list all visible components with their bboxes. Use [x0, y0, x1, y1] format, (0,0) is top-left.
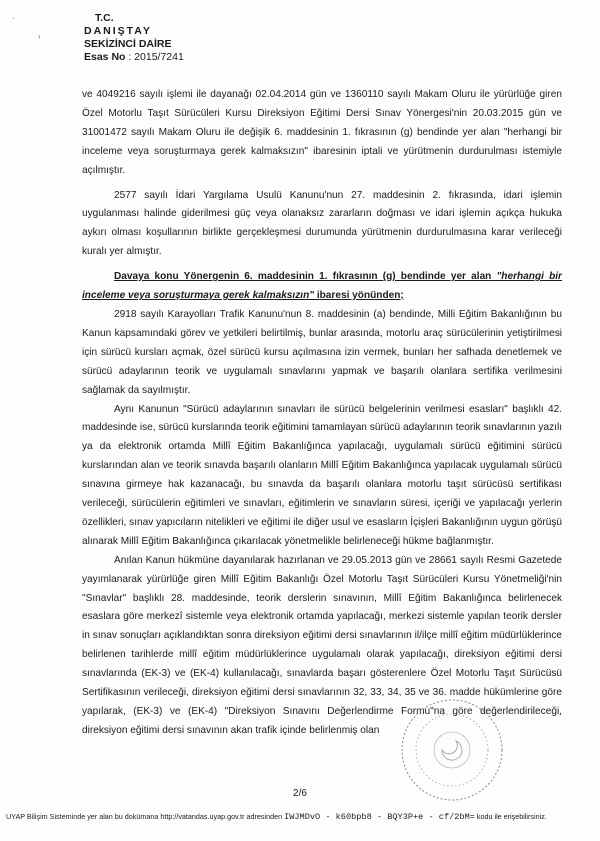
header-chamber: SEKİZİNCİ DAİRE [84, 38, 172, 50]
footer-suffix: kodu ile erişebilirsiniz. [476, 812, 547, 821]
paragraph-1: ve 4049216 sayılı işlemi ile dayanağı 02.04.2014 gün ve 1360110 sayılı Makam Oluru ile yürürlüğe giren Özel Motorlu Taşıt Sürücüleri Kursu Direksiyon Eğitimi Dersi Sınav Yönergesi'nin 20.03.2015 gün ve 31001472 sayılı Makam Oluru ile değişik 6. maddesinin 1. fıkrasının (g) bendinde yer alan "herhangi bir inceleme veya soruşturmaya gerek kalmaksızın" ibaresinin iptali ve yürütmenin durdurulması istemiyle açılmıştır. [82, 89, 562, 176]
heading-part-3: ibaresi yönünden; [314, 290, 404, 302]
uyap-footer [6, 812, 596, 822]
esas-label: Esas No [84, 51, 126, 63]
esas-value: : 2015/7241 [128, 51, 184, 63]
scan-mark: · [12, 14, 15, 23]
document-header [84, 12, 184, 64]
heading-part-2: "herhangi bir inceleme veya soruşturmaya gerek kalmaksızın" [82, 271, 562, 302]
header-institution: DANIŞTAY [84, 25, 152, 37]
header-esas [84, 51, 184, 64]
page-number: 2/6 [293, 788, 307, 799]
paragraph-5: Anılan Kanun hükmüne dayanılarak hazırlanan ve 29.05.2013 gün ve 28661 sayılı Resmi Gazetede yayımlanarak yürürlüğe giren Millî Eğitim Bakanlığı Özel Motorlu Taşıt Sürücüleri Kursu Yönetmeliği'nin "Sınavlar" başlıklı 28. maddesinde, teorik derslerin sınavının, Millî Eğitim Bakanlığınca belirlenecek esaslara göre merkezî sistemle veya elektronik ortamda yapılacağı, merkezi sistemle yapılan teorik dersler in sınav sonuçları açıklandıktan sonra direksiyon eğitimi dersi sınavlarının il/ilçe millî eğitim müdürlüklerince belirlenen tarihlerde millî eğitim müdürlüklerince uygulamalı olarak yapılacağı, direksiyon eğitimi dersi sınavlarında (EK-3) ve (EK-4) kullanılacağı, sınavlarda başarı gösterenlere Özel Motorlu Taşıt Sürücüsü Sertifikasının verileceği, direksiyon eğitimi dersi sınavlarının 32, 33, 34, 35 ve 36. madde hükümlerine göre yapılarak, (EK-3) ve (EK-4) "Direksiyon Sınavını Değerlendirme Formu"na göre değerlendirileceği, direksiyon eğitimi dersi sınavının akan trafik içinde belirlenmiş olan [82, 554, 562, 736]
header-tc: T.C. [95, 12, 114, 24]
document-body [82, 86, 562, 741]
section-heading [82, 268, 562, 306]
footer-prefix: UYAP Bilişim Sisteminde yer alan bu dokümana http://vatandas.uyap.gov.tr adresinden [6, 812, 283, 821]
paragraph-4: Aynı Kanunun "Sürücü adaylarının sınavları ile sürücü belgelerinin verilmesi esasları" başlıklı 42. maddesinde ise, sürücü kurslarında teorik eğitimini tamamlayan sürücü adaylarının teorik sınavlarının yazılı ya da elektronik ortamda Millî Eğitim Bakanlığınca yapılacağı, uygulamalı sürücü eğitimini sürücü kurslarından alan ve teorik sınavda başarılı olanların Millî Eğitim Bakanlığınca yapılacak uygulamalı sürücü sınavına girmeye hak kazanacağı, bu sınavda da başarılı olanlara motorlu taşıt sürücüsü sertifikası verileceği, sürücülerin eğitimleri ve sınavları, eğitimlerin ve sınavların süresi, içeriği ve yapılacağı yerlerin özellikleri, sınav yapıcıların nitelikleri ve eğitimi ile diğer usul ve esasların İçişleri Bakanlığının uygun görüşü alınarak Millî Eğitim Bakanlığınca çıkarılacak yönetmelikle belirleneceği hükme bağlanmıştır. [82, 403, 562, 547]
heading-part-1: Davaya konu Yönergenin 6. maddesinin 1. fıkrasının (g) bendinde yer alan [114, 271, 492, 283]
verification-code: IWJMDvO - k60bpb8 - BQY3P+e - cf/2bM= [284, 812, 475, 822]
paragraph-2: 2577 sayılı İdari Yargılama Usulü Kanunu'nun 27. maddesinin 2. fıkrasında, idari işlemin uygulanması halinde giderilmesi güç veya olanaksız zararların doğması ve idari işlemin açıkça hukuka aykırı olması koşullarının birlikte gerçekleşmesi durumunda yürütmenin durdurulmasına karar verileceği kuralı yer almıştır. [82, 189, 562, 258]
paragraph-3: 2918 sayılı Karayolları Trafik Kanunu'nun 8. maddesinin (a) bendinde, Milli Eğitim Bakanlığının bu Kanun kapsamındaki görev ve yetkileri belirtilmiş, bunlar arasında, motorlu araç sürücülerinin yetiştirilmesi için sürücü kursları açmak, özel sürücü kursu açılmasına izin vermek, bunları her safhada denetlemek ve sürücü adaylarının teorik ve uygulamalı sınavlarını yapmak ve başarılı olanlara sertifika verilmesini sağlamak da sayılmıştır. [82, 308, 562, 396]
scan-mark: › [38, 32, 41, 41]
